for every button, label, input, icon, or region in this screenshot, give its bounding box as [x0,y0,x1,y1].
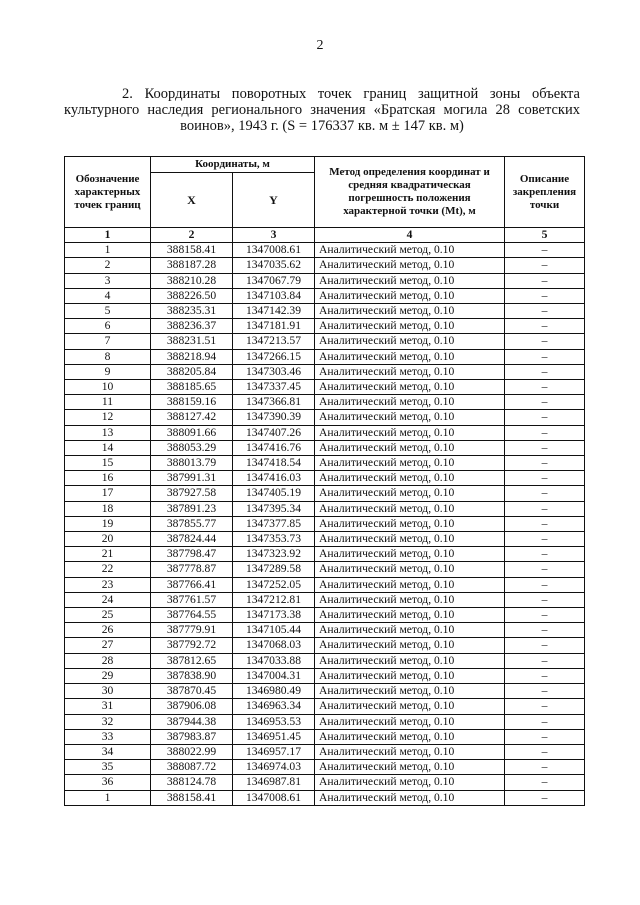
cell-description: – [505,623,585,638]
cell-description: – [505,699,585,714]
cell-method: Аналитический метод, 0.10 [315,501,505,516]
header-point-designation: Обозначение характерных точек границ [65,157,151,228]
cell-point: 9 [65,364,151,379]
cell-y: 1346987.81 [233,775,315,790]
cell-description: – [505,729,585,744]
table-row [65,410,585,425]
cell-description: – [505,364,585,379]
cell-method: Аналитический метод, 0.10 [315,744,505,759]
cell-point: 25 [65,608,151,623]
cell-point: 34 [65,744,151,759]
column-number: 2 [151,228,233,243]
cell-x: 387798.47 [151,547,233,562]
cell-point: 1 [65,243,151,258]
cell-description: – [505,562,585,577]
cell-method: Аналитический метод, 0.10 [315,608,505,623]
cell-method: Аналитический метод, 0.10 [315,592,505,607]
cell-y: 1346953.53 [233,714,315,729]
cell-point: 6 [65,319,151,334]
cell-point: 10 [65,380,151,395]
cell-y: 1347395.34 [233,501,315,516]
cell-method: Аналитический метод, 0.10 [315,562,505,577]
cell-point: 31 [65,699,151,714]
cell-point: 29 [65,668,151,683]
cell-point: 11 [65,395,151,410]
cell-method: Аналитический метод, 0.10 [315,273,505,288]
table-row [65,653,585,668]
cell-point: 18 [65,501,151,516]
cell-description: – [505,592,585,607]
cell-y: 1346974.03 [233,760,315,775]
cell-x: 388210.28 [151,273,233,288]
cell-method: Аналитический метод, 0.10 [315,334,505,349]
cell-y: 1347008.61 [233,243,315,258]
cell-x: 388236.37 [151,319,233,334]
cell-point: 23 [65,577,151,592]
cell-description: – [505,608,585,623]
cell-method: Аналитический метод, 0.10 [315,532,505,547]
cell-x: 387812.65 [151,653,233,668]
header-description: Описание закрепления точки [505,157,585,228]
table-row [65,729,585,744]
table-row [65,775,585,790]
table-row [65,577,585,592]
cell-point: 28 [65,653,151,668]
cell-y: 1347252.05 [233,577,315,592]
table-row [65,532,585,547]
cell-x: 387779.91 [151,623,233,638]
cell-method: Аналитический метод, 0.10 [315,456,505,471]
cell-x: 387778.87 [151,562,233,577]
cell-y: 1347068.03 [233,638,315,653]
coordinates-table [64,156,585,806]
cell-description: – [505,425,585,440]
cell-method: Аналитический метод, 0.10 [315,319,505,334]
cell-x: 387792.72 [151,638,233,653]
table-row [65,684,585,699]
cell-x: 387855.77 [151,516,233,531]
cell-x: 387983.87 [151,729,233,744]
cell-method: Аналитический метод, 0.10 [315,638,505,653]
header-coordinates: Координаты, м [151,157,315,173]
cell-description: – [505,410,585,425]
table-row [65,744,585,759]
cell-x: 388231.51 [151,334,233,349]
table-row [65,364,585,379]
cell-point: 15 [65,456,151,471]
table-row [65,456,585,471]
cell-y: 1347323.92 [233,547,315,562]
cell-description: – [505,380,585,395]
cell-description: – [505,775,585,790]
cell-x: 388053.29 [151,440,233,455]
heading-line-1: 2. Координаты поворотных точек границ защитной зоны объекта [122,86,580,102]
table-row [65,562,585,577]
table-row [65,486,585,501]
cell-description: – [505,501,585,516]
cell-point: 4 [65,288,151,303]
cell-description: – [505,334,585,349]
cell-y: 1346951.45 [233,729,315,744]
cell-x: 388187.28 [151,258,233,273]
table-row [65,243,585,258]
cell-x: 388205.84 [151,364,233,379]
cell-description: – [505,638,585,653]
cell-x: 388091.66 [151,425,233,440]
cell-description: – [505,668,585,683]
table-row [65,304,585,319]
column-number: 5 [505,228,585,243]
cell-method: Аналитический метод, 0.10 [315,304,505,319]
cell-y: 1347181.91 [233,319,315,334]
cell-y: 1347008.61 [233,790,315,805]
cell-point: 8 [65,349,151,364]
table-row [65,638,585,653]
cell-description: – [505,258,585,273]
cell-y: 1346957.17 [233,744,315,759]
cell-x: 388013.79 [151,456,233,471]
cell-point: 7 [65,334,151,349]
cell-y: 1347266.15 [233,349,315,364]
cell-y: 1347416.03 [233,471,315,486]
page-number: 2 [316,38,324,53]
cell-x: 387766.41 [151,577,233,592]
column-number: 1 [65,228,151,243]
header-x: X [151,173,233,228]
cell-point: 26 [65,623,151,638]
cell-method: Аналитический метод, 0.10 [315,395,505,410]
cell-x: 387838.90 [151,668,233,683]
cell-y: 1347418.54 [233,456,315,471]
cell-y: 1347353.73 [233,532,315,547]
cell-point: 20 [65,532,151,547]
cell-description: – [505,486,585,501]
cell-y: 1347033.88 [233,653,315,668]
cell-description: – [505,349,585,364]
cell-y: 1347377.85 [233,516,315,531]
cell-x: 388158.41 [151,243,233,258]
cell-description: – [505,304,585,319]
cell-x: 387761.57 [151,592,233,607]
cell-description: – [505,456,585,471]
header-method: Метод определения координат и средняя квадратическая погрешность положения характерной точки (Mt), м [315,157,505,228]
cell-method: Аналитический метод, 0.10 [315,486,505,501]
cell-point: 5 [65,304,151,319]
table-body [65,243,585,806]
cell-description: – [505,684,585,699]
cell-x: 388127.42 [151,410,233,425]
cell-x: 388124.78 [151,775,233,790]
cell-method: Аналитический метод, 0.10 [315,547,505,562]
cell-x: 388158.41 [151,790,233,805]
cell-y: 1347103.84 [233,288,315,303]
cell-method: Аналитический метод, 0.10 [315,684,505,699]
cell-method: Аналитический метод, 0.10 [315,714,505,729]
table-row [65,319,585,334]
cell-y: 1347405.19 [233,486,315,501]
cell-y: 1347067.79 [233,273,315,288]
cell-y: 1347289.58 [233,562,315,577]
cell-point: 30 [65,684,151,699]
cell-x: 387824.44 [151,532,233,547]
cell-description: – [505,653,585,668]
table-row [65,699,585,714]
cell-method: Аналитический метод, 0.10 [315,258,505,273]
cell-method: Аналитический метод, 0.10 [315,623,505,638]
table-row [65,258,585,273]
cell-point: 36 [65,775,151,790]
cell-method: Аналитический метод, 0.10 [315,440,505,455]
table-row [65,547,585,562]
cell-method: Аналитический метод, 0.10 [315,729,505,744]
cell-point: 21 [65,547,151,562]
cell-y: 1347173.38 [233,608,315,623]
cell-method: Аналитический метод, 0.10 [315,653,505,668]
table-row [65,516,585,531]
cell-x: 388185.65 [151,380,233,395]
cell-y: 1346963.34 [233,699,315,714]
cell-x: 387944.38 [151,714,233,729]
cell-method: Аналитический метод, 0.10 [315,699,505,714]
cell-point: 35 [65,760,151,775]
table-row [65,273,585,288]
cell-x: 387870.45 [151,684,233,699]
table-row [65,592,585,607]
table-row [65,668,585,683]
cell-y: 1347004.31 [233,668,315,683]
cell-method: Аналитический метод, 0.10 [315,790,505,805]
cell-y: 1347303.46 [233,364,315,379]
cell-description: – [505,319,585,334]
cell-method: Аналитический метод, 0.10 [315,364,505,379]
table-row [65,760,585,775]
cell-x: 387764.55 [151,608,233,623]
table-row [65,425,585,440]
cell-method: Аналитический метод, 0.10 [315,577,505,592]
cell-y: 1347407.26 [233,425,315,440]
table-row [65,349,585,364]
cell-point: 33 [65,729,151,744]
column-number: 3 [233,228,315,243]
cell-y: 1347212.81 [233,592,315,607]
cell-description: – [505,547,585,562]
cell-method: Аналитический метод, 0.10 [315,288,505,303]
cell-method: Аналитический метод, 0.10 [315,516,505,531]
table-row [65,790,585,805]
cell-point: 19 [65,516,151,531]
cell-point: 12 [65,410,151,425]
cell-description: – [505,395,585,410]
cell-point: 17 [65,486,151,501]
cell-description: – [505,471,585,486]
cell-y: 1347105.44 [233,623,315,638]
cell-description: – [505,440,585,455]
cell-point: 3 [65,273,151,288]
cell-point: 1 [65,790,151,805]
cell-x: 388159.16 [151,395,233,410]
cell-description: – [505,714,585,729]
section-heading [64,86,580,134]
cell-y: 1347035.62 [233,258,315,273]
cell-method: Аналитический метод, 0.10 [315,775,505,790]
cell-description: – [505,243,585,258]
cell-description: – [505,273,585,288]
cell-x: 387891.23 [151,501,233,516]
cell-point: 16 [65,471,151,486]
cell-method: Аналитический метод, 0.10 [315,410,505,425]
cell-x: 388022.99 [151,744,233,759]
table-row [65,440,585,455]
cell-y: 1347366.81 [233,395,315,410]
table-row [65,334,585,349]
cell-x: 388218.94 [151,349,233,364]
cell-point: 2 [65,258,151,273]
cell-description: – [505,516,585,531]
cell-x: 387991.31 [151,471,233,486]
cell-x: 387906.08 [151,699,233,714]
table-row [65,501,585,516]
cell-description: – [505,288,585,303]
cell-x: 388235.31 [151,304,233,319]
cell-description: – [505,760,585,775]
cell-y: 1347213.57 [233,334,315,349]
cell-point: 24 [65,592,151,607]
cell-y: 1347142.39 [233,304,315,319]
cell-method: Аналитический метод, 0.10 [315,243,505,258]
cell-description: – [505,790,585,805]
header-y: Y [233,173,315,228]
table-row [65,471,585,486]
cell-point: 32 [65,714,151,729]
cell-y: 1347390.39 [233,410,315,425]
cell-y: 1347416.76 [233,440,315,455]
cell-method: Аналитический метод, 0.10 [315,760,505,775]
table-row [65,288,585,303]
cell-description: – [505,577,585,592]
table-row [65,623,585,638]
cell-description: – [505,744,585,759]
cell-method: Аналитический метод, 0.10 [315,471,505,486]
cell-y: 1346980.49 [233,684,315,699]
cell-point: 22 [65,562,151,577]
table-row [65,714,585,729]
cell-point: 27 [65,638,151,653]
cell-point: 14 [65,440,151,455]
cell-method: Аналитический метод, 0.10 [315,380,505,395]
cell-point: 13 [65,425,151,440]
table-row [65,608,585,623]
cell-method: Аналитический метод, 0.10 [315,425,505,440]
cell-y: 1347337.45 [233,380,315,395]
cell-x: 388087.72 [151,760,233,775]
heading-rest: культурного наследия регионального значения «Братская могила 28 советских воинов», 1943 г. (S = 176337 кв. м ± 147 кв. м) [64,102,580,134]
cell-method: Аналитический метод, 0.10 [315,668,505,683]
table-row [65,395,585,410]
cell-description: – [505,532,585,547]
cell-method: Аналитический метод, 0.10 [315,349,505,364]
column-number: 4 [315,228,505,243]
cell-x: 387927.58 [151,486,233,501]
cell-x: 388226.50 [151,288,233,303]
table-row [65,380,585,395]
